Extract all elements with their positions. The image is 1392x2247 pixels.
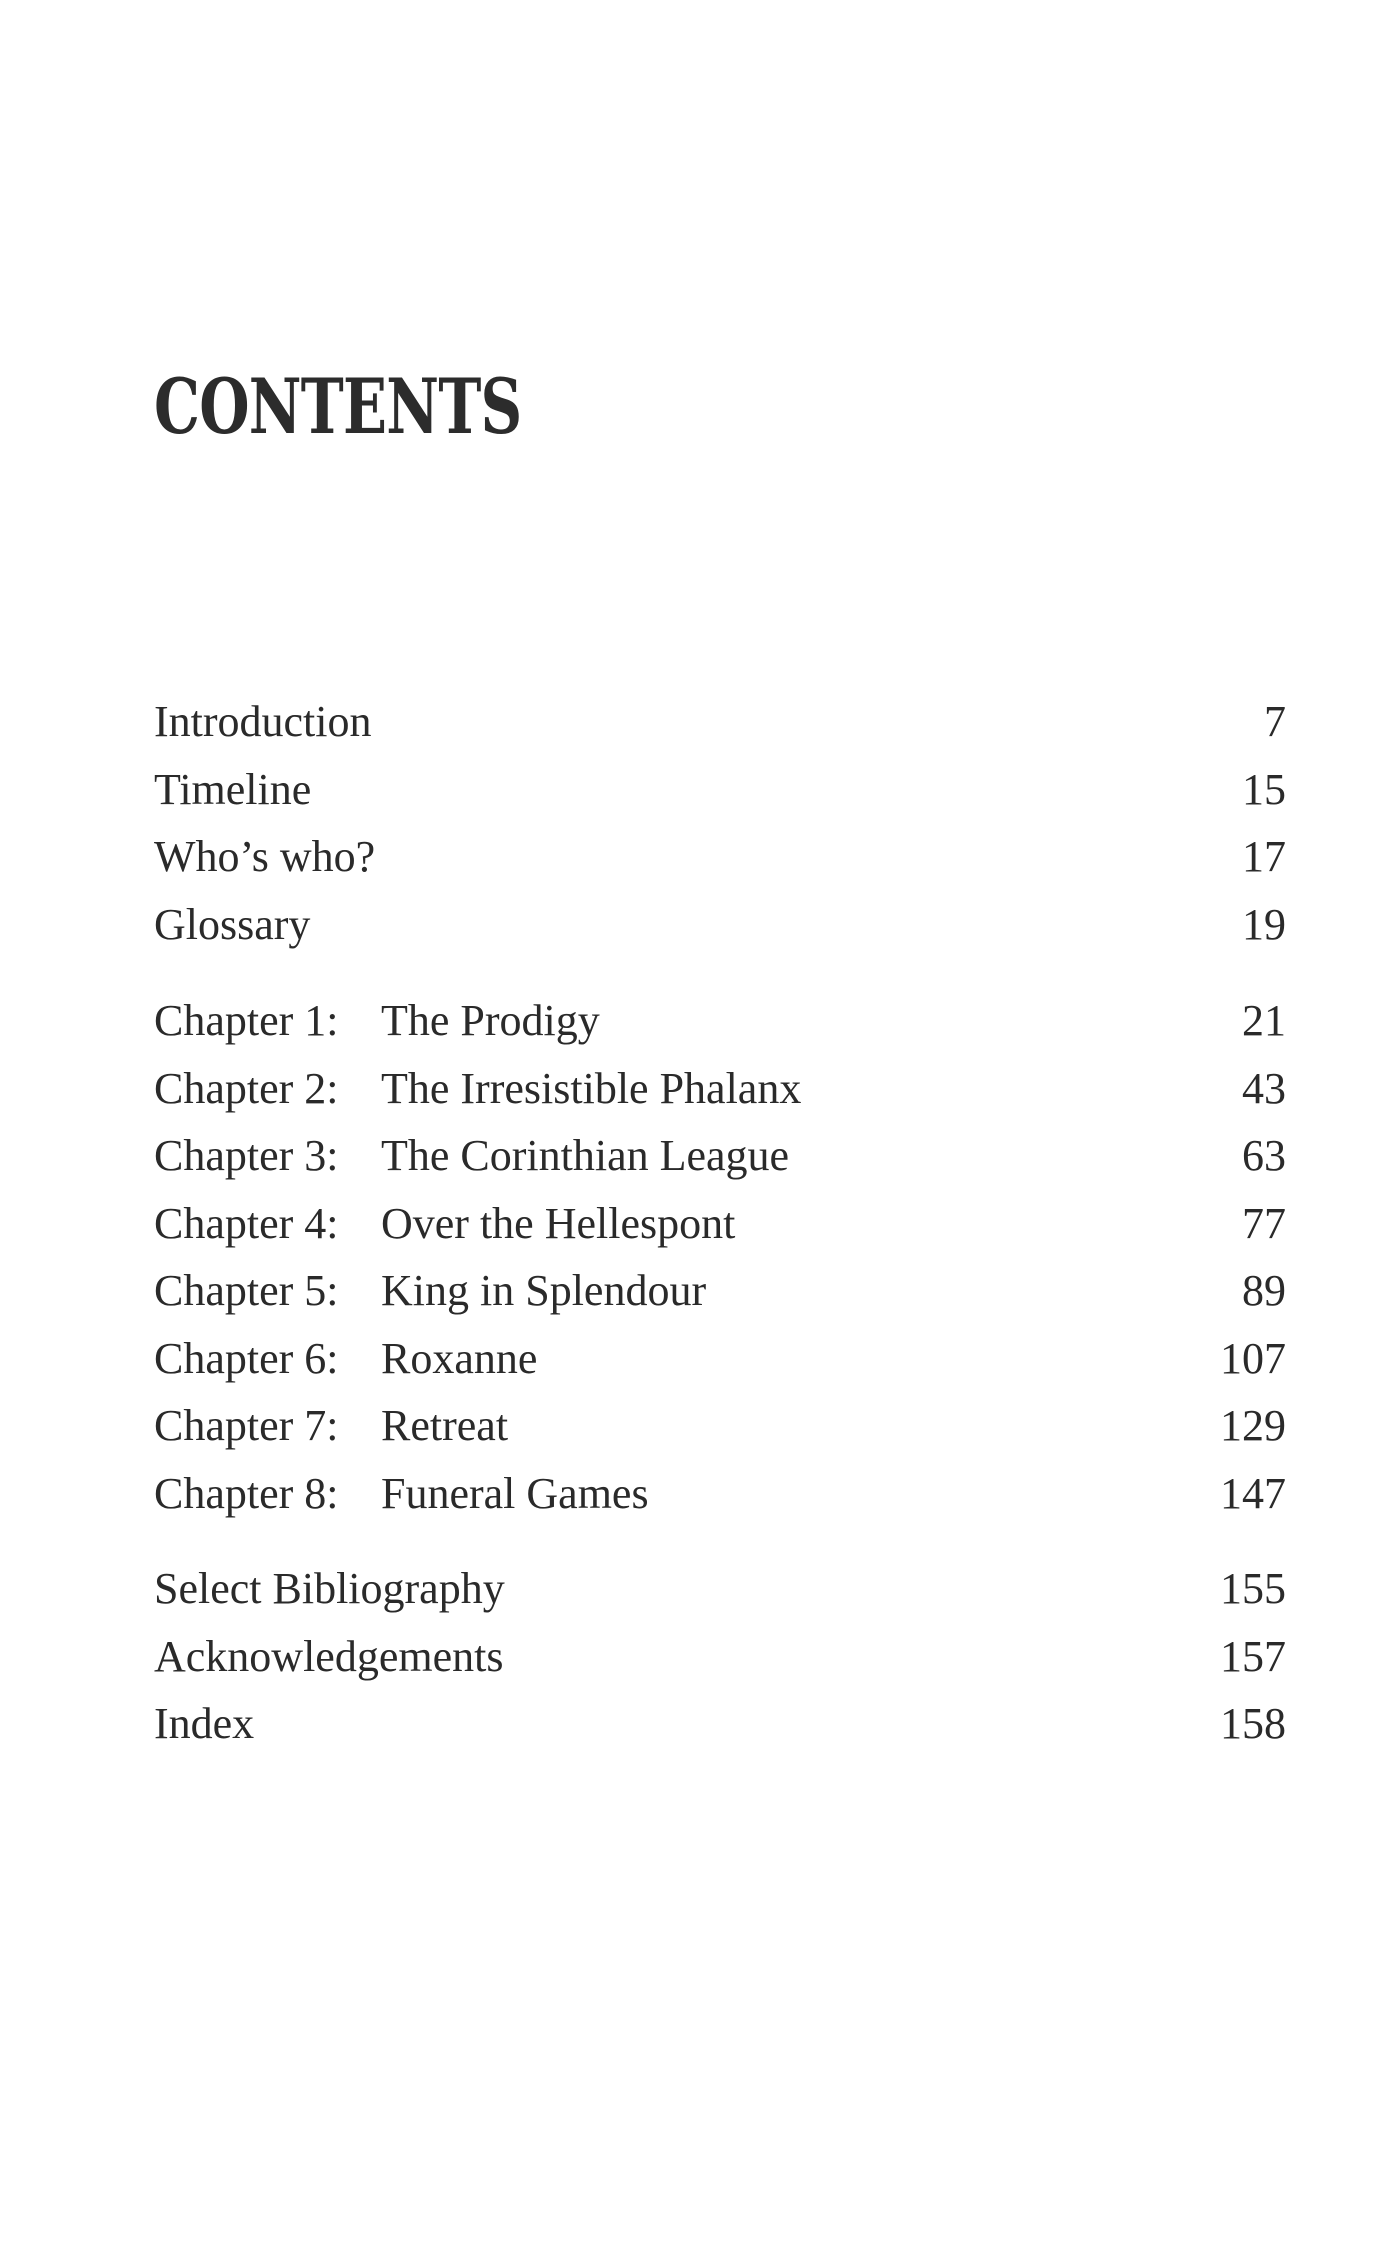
- chapter-number: Chapter 4:: [154, 1198, 339, 1248]
- toc-page-number: 77: [1242, 1198, 1286, 1248]
- chapter-number: Chapter 8:: [154, 1468, 339, 1518]
- chapter-title: Roxanne: [381, 1333, 538, 1383]
- back-matter-list: [154, 1555, 1286, 1758]
- toc-page-number: 19: [1242, 899, 1286, 949]
- toc-page-number: 21: [1242, 996, 1286, 1045]
- toc-page-number: 15: [1242, 764, 1286, 814]
- toc-entry-chapter-1[interactable]: [154, 987, 1286, 1055]
- toc-entry-label: Introduction: [154, 697, 372, 746]
- front-matter-list: [154, 688, 1286, 958]
- toc-entry-label: Index: [154, 1699, 255, 1748]
- toc-entry-timeline[interactable]: [154, 756, 1286, 824]
- chapter-number: Chapter 1:: [154, 996, 339, 1045]
- chapter-list: [154, 987, 1286, 1527]
- toc-entry-chapter-3[interactable]: [154, 1122, 1286, 1190]
- contents-heading: CONTENTS: [154, 362, 522, 451]
- chapter-title: Over the Hellespont: [381, 1198, 736, 1248]
- toc-entry-label: Timeline: [154, 764, 312, 814]
- chapter-title: Retreat: [381, 1401, 509, 1450]
- toc-page-number: 89: [1242, 1266, 1286, 1315]
- toc-entry-chapter-4[interactable]: [154, 1190, 1286, 1258]
- chapter-title: The Corinthian League: [381, 1131, 790, 1180]
- toc-page-number: 155: [1220, 1564, 1286, 1613]
- toc-page-number: 129: [1220, 1401, 1286, 1450]
- toc-entry-label: Select Bibliography: [154, 1564, 505, 1613]
- toc-entry-whos-who[interactable]: [154, 823, 1286, 891]
- toc-entry-label: Glossary: [154, 899, 311, 949]
- toc-entry-label: Who’s who?: [154, 832, 376, 881]
- chapter-number: Chapter 7:: [154, 1401, 339, 1450]
- chapter-title: King in Splendour: [381, 1266, 707, 1315]
- toc-page-number: 17: [1242, 832, 1286, 881]
- chapter-number: Chapter 5:: [154, 1266, 339, 1315]
- toc-entry-acknowledgements[interactable]: [154, 1623, 1286, 1691]
- toc-page-number: 7: [1264, 697, 1286, 746]
- toc-entry-introduction[interactable]: [154, 688, 1286, 756]
- chapter-title: The Irresistible Phalanx: [381, 1063, 802, 1113]
- toc-entry-select-bibliography[interactable]: [154, 1555, 1286, 1623]
- chapter-number: Chapter 2:: [154, 1063, 339, 1113]
- toc-entry-chapter-8[interactable]: [154, 1460, 1286, 1528]
- toc-entry-label: Acknowledgements: [154, 1631, 504, 1681]
- chapter-number: Chapter 6:: [154, 1333, 339, 1383]
- toc-page-number: 158: [1220, 1699, 1286, 1748]
- toc-entry-chapter-7[interactable]: [154, 1392, 1286, 1460]
- toc-page-number: 63: [1242, 1131, 1286, 1180]
- toc-page-number: 107: [1220, 1333, 1286, 1383]
- toc-page-number: 147: [1220, 1468, 1286, 1518]
- toc-page-number: 157: [1220, 1631, 1286, 1681]
- toc-page-number: 43: [1242, 1063, 1286, 1113]
- toc-entry-chapter-6[interactable]: [154, 1325, 1286, 1393]
- toc-entry-chapter-5[interactable]: [154, 1257, 1286, 1325]
- toc-entry-chapter-2[interactable]: [154, 1055, 1286, 1123]
- chapter-title: The Prodigy: [381, 996, 600, 1045]
- chapter-number: Chapter 3:: [154, 1131, 339, 1180]
- toc-entry-index[interactable]: [154, 1690, 1286, 1758]
- toc-entry-glossary[interactable]: [154, 891, 1286, 959]
- chapter-title: Funeral Games: [381, 1468, 649, 1518]
